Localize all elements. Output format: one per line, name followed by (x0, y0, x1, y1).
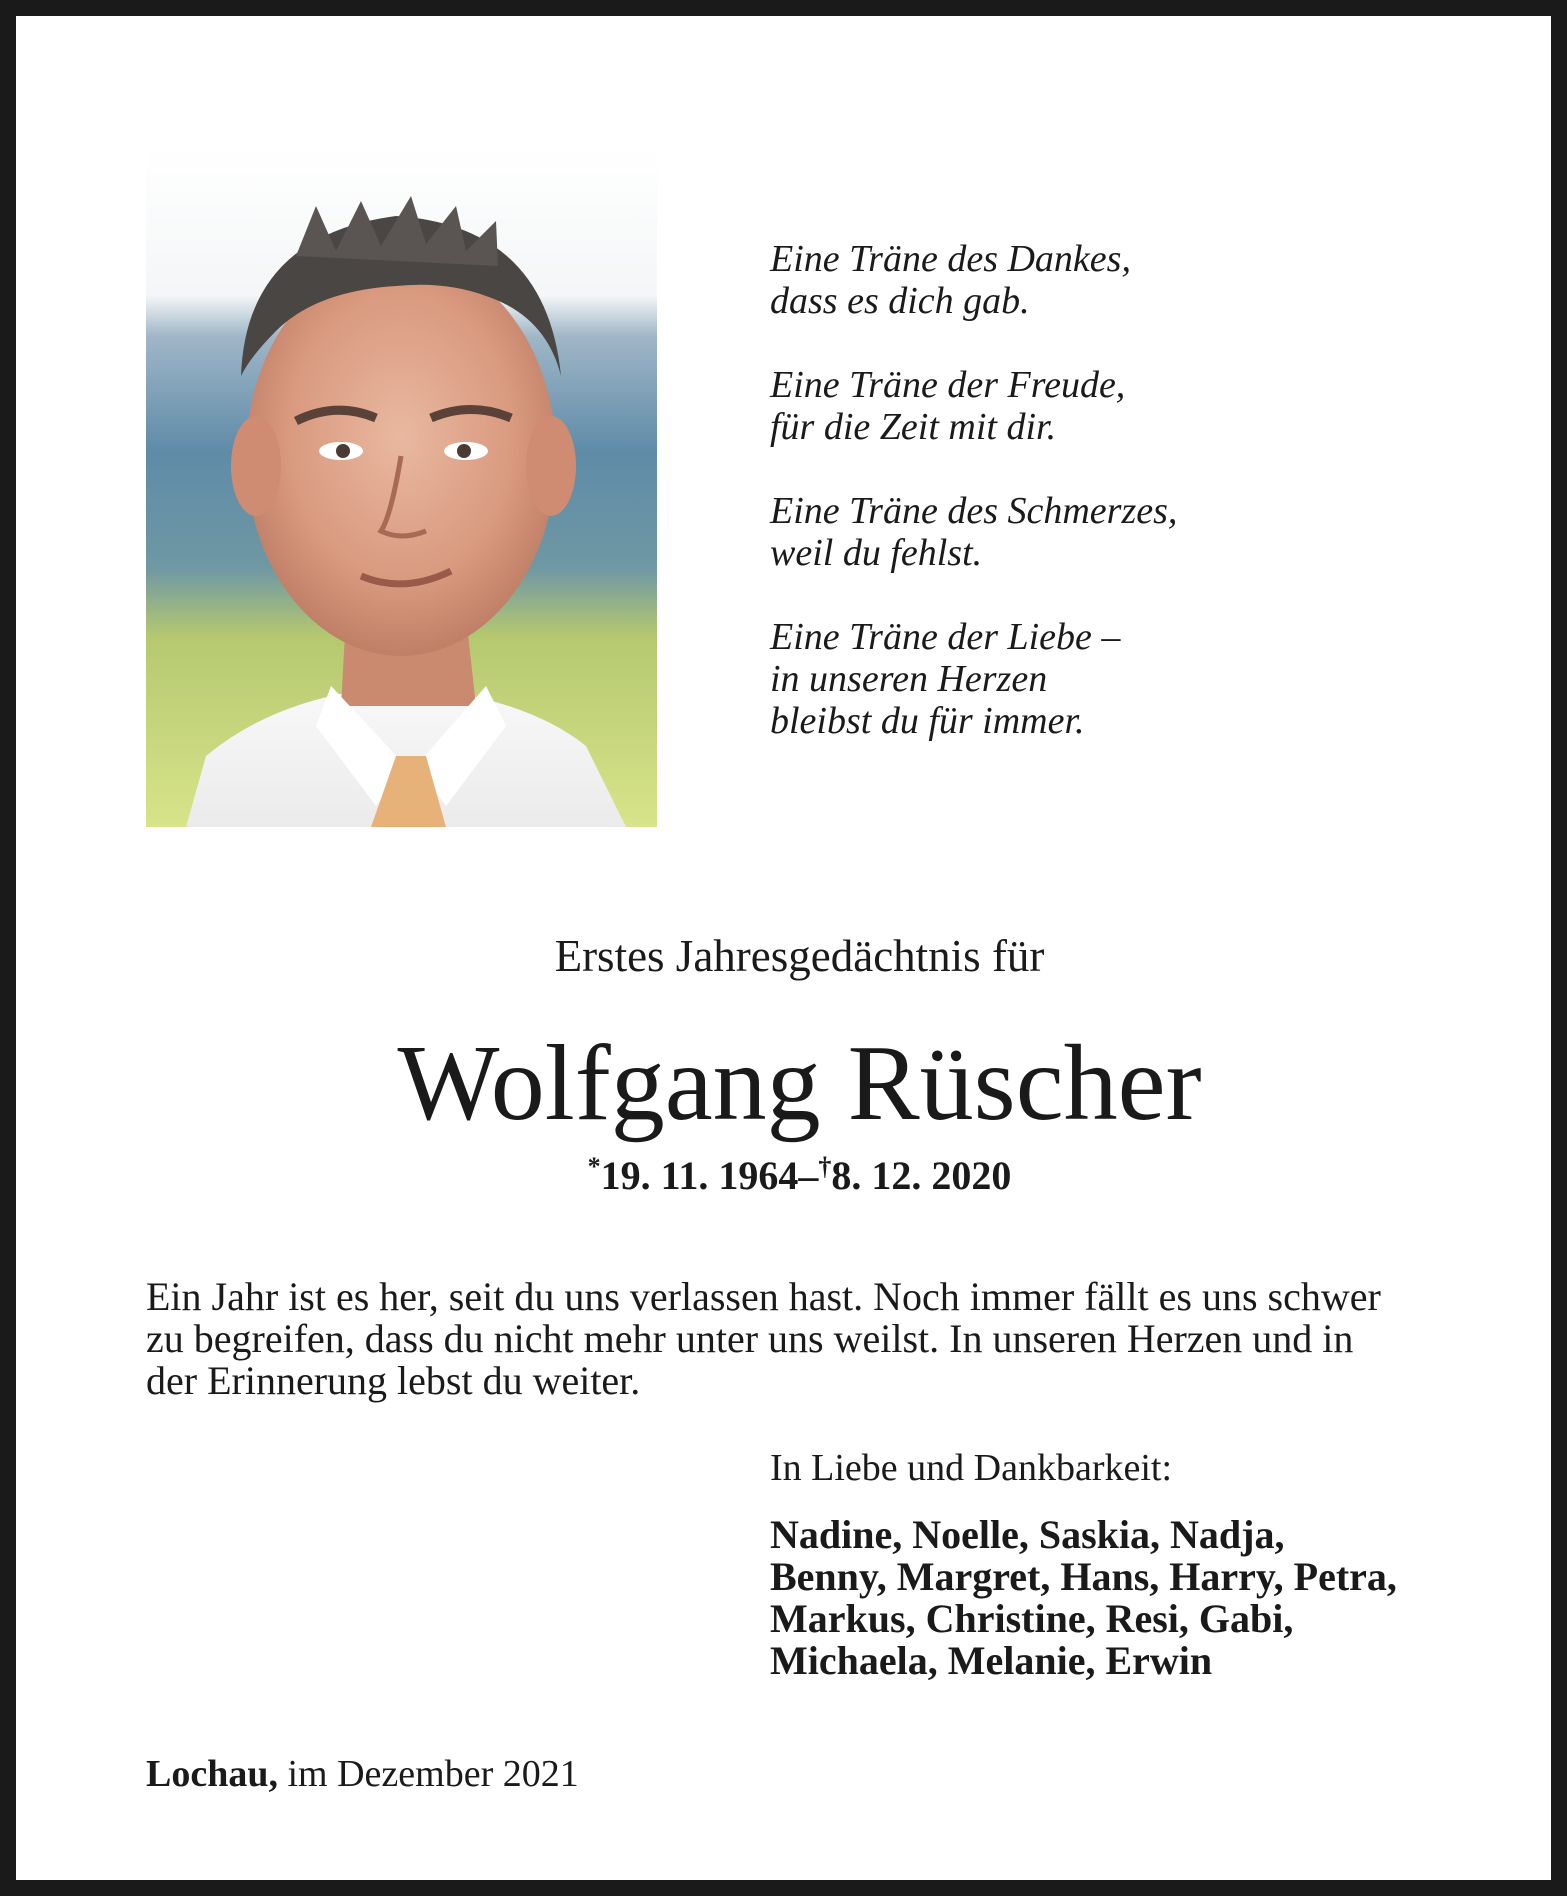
mourners-line: Markus, Christine, Resi, Gabi, (770, 1596, 1294, 1641)
poem-line: bleibst du für immer. (770, 700, 1085, 742)
message-line: Ein Jahr ist es her, seit du uns verlassen hast. Noch immer fällt es uns schwer (146, 1274, 1381, 1319)
mourners-line: Michaela, Melanie, Erwin (770, 1638, 1213, 1683)
poem-line: weil du fehlst. (770, 532, 983, 574)
date-separator: – (798, 1153, 819, 1198)
poem-line: Eine Träne der Liebe – (770, 616, 1121, 658)
life-dates (16, 1151, 1567, 1201)
poem-line: für die Zeit mit dir. (770, 406, 1057, 448)
deceased-name: Wolfgang Rüscher (397, 1024, 1202, 1143)
mourners-line: Nadine, Noelle, Saskia, Nadja, (770, 1512, 1285, 1557)
poem-stanza (770, 490, 1370, 574)
location-place: Lochau, (146, 1753, 278, 1795)
poem-stanza (770, 616, 1370, 742)
poem-line: Eine Träne der Freude, (770, 364, 1126, 406)
death-symbol: † (818, 1152, 832, 1181)
poem-line: dass es dich gab. (770, 280, 1030, 322)
poem-line: Eine Träne des Schmerzes, (770, 490, 1178, 532)
memorial-subtitle: Erstes Jahresgedächtnis für (554, 931, 1045, 981)
portrait-image (146, 146, 657, 827)
location-date (146, 1752, 579, 1796)
message-line: zu begreifen, dass du nicht mehr unter uns weilst. In unseren Herzen und in (146, 1316, 1354, 1361)
memorial-message (146, 1276, 1466, 1402)
memorial-poem (770, 238, 1370, 742)
signoff-block (770, 1446, 1490, 1682)
birth-date: 19. 11. 1964 (600, 1153, 799, 1198)
birth-symbol: * (587, 1152, 601, 1181)
death-date: 8. 12. 2020 (831, 1153, 1012, 1198)
poem-stanza (770, 238, 1370, 322)
poem-line: Eine Träne des Dankes, (770, 238, 1131, 280)
signoff-intro: In Liebe und Dankbarkeit: (770, 1447, 1173, 1489)
portrait-photo (146, 146, 657, 827)
mourners-list (770, 1514, 1490, 1682)
poem-stanza (770, 364, 1370, 448)
location-date-text: im Dezember 2021 (277, 1753, 579, 1795)
poem-line: in unseren Herzen (770, 658, 1048, 700)
message-line: der Erinnerung lebst du weiter. (146, 1358, 641, 1403)
mourners-line: Benny, Margret, Hans, Harry, Petra, (770, 1554, 1397, 1599)
